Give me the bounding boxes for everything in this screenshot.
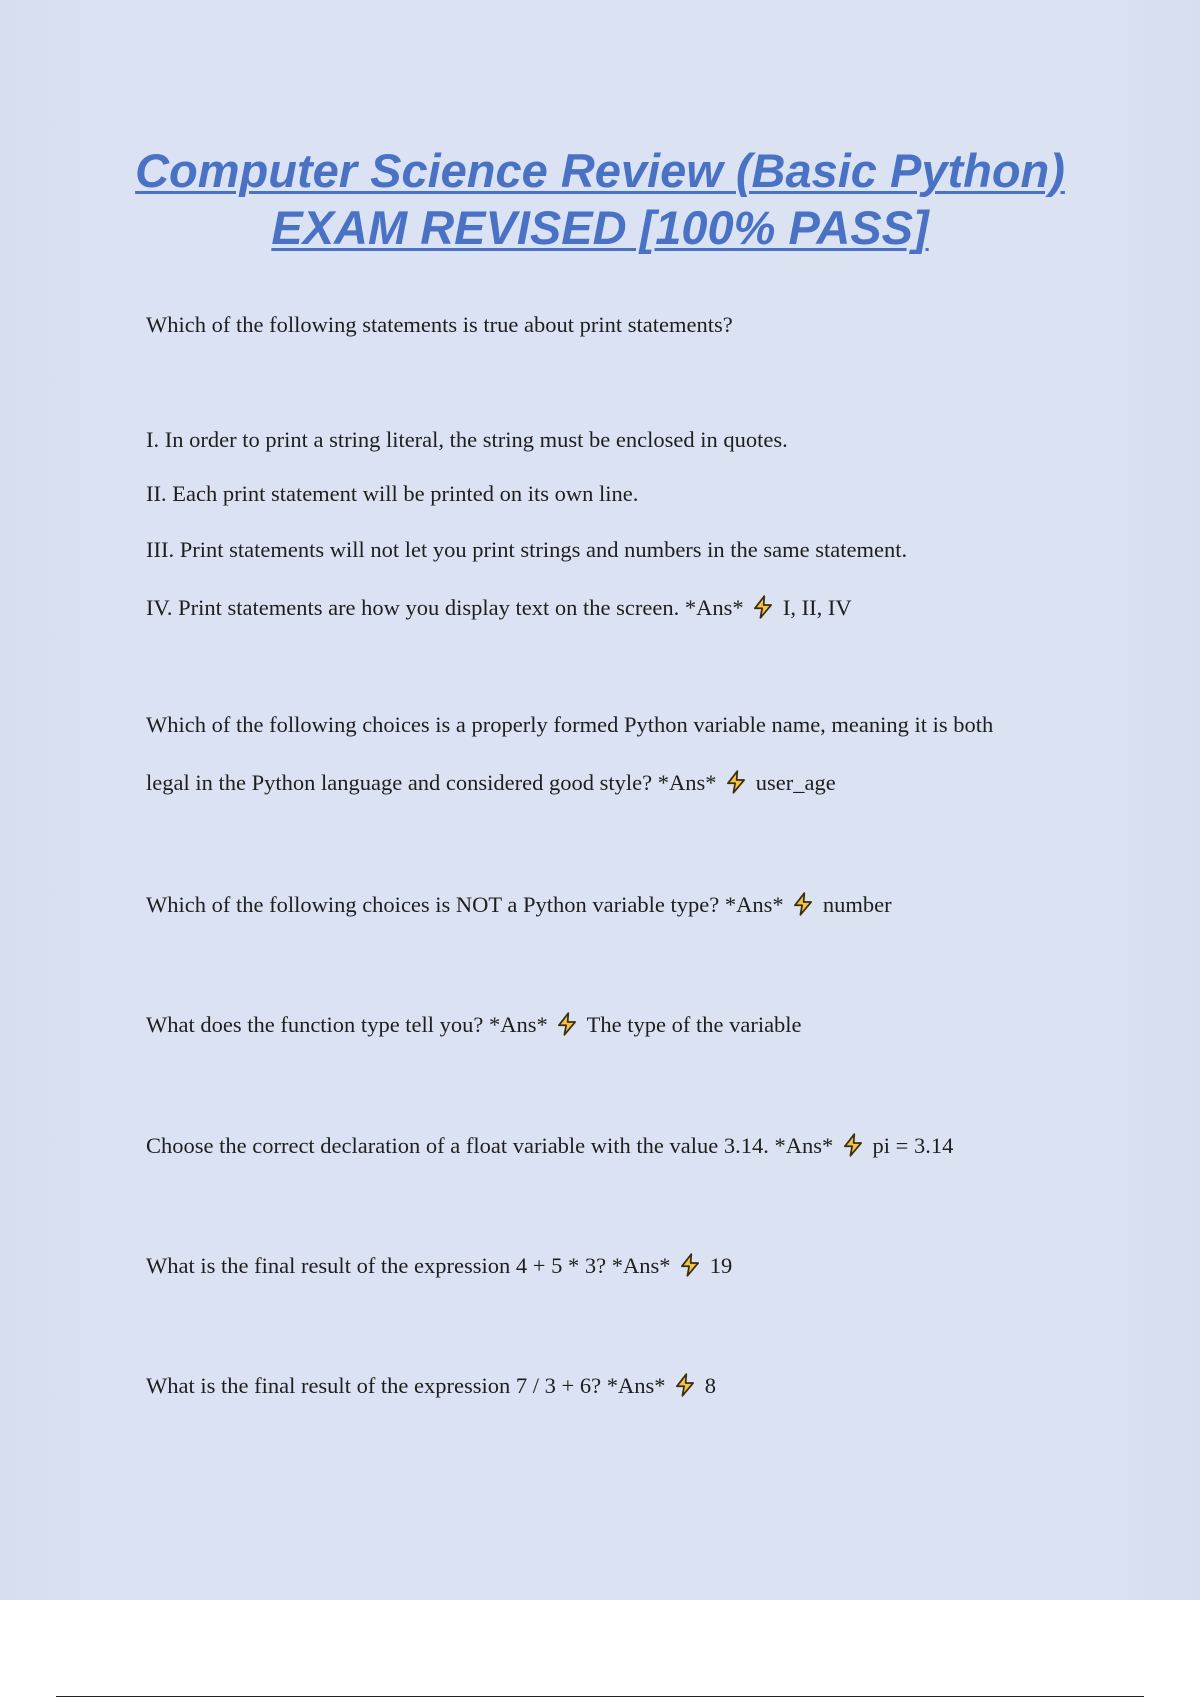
answer-marker: *Ans* <box>611 1253 671 1278</box>
q7-question: What is the final result of the expression 7 / 3 + 6? *Ans* 8 <box>146 1373 716 1398</box>
answer-marker: *Ans* <box>657 770 717 795</box>
answer-marker: *Ans* <box>774 1133 834 1158</box>
q1-option-3: III. Print statements will not let you print strings and numbers in the same statement. <box>146 537 908 562</box>
q1-option-4: IV. Print statements are how you display text on the screen. *Ans* I, II, IV <box>146 595 852 620</box>
q7-answer: 8 <box>704 1373 716 1398</box>
q1-option-1: I. In order to print a string literal, the string must be enclosed in quotes. <box>146 427 788 452</box>
answer-marker: *Ans* <box>684 595 744 620</box>
lightning-bolt-icon <box>665 1373 704 1398</box>
lightning-bolt-icon <box>717 770 756 795</box>
q3-answer: number <box>822 892 892 917</box>
lightning-bolt-icon <box>833 1133 872 1158</box>
document-title: Computer Science Review (Basic Python) EXAM REVISED [100% PASS] <box>135 144 1065 254</box>
q1-option-2: II. Each print statement will be printed on its own line. <box>146 481 639 506</box>
q2-question-line-1: Which of the following choices is a properly formed Python variable name, meaning it is both <box>146 712 994 737</box>
q5-answer: pi = 3.14 <box>872 1133 954 1158</box>
q5-question: Choose the correct declaration of a float variable with the value 3.14. *Ans* pi = 3.14 <box>146 1133 954 1158</box>
lightning-bolt-icon <box>548 1012 587 1037</box>
answer-marker: *Ans* <box>489 1012 548 1037</box>
lightning-bolt-icon <box>670 1253 709 1278</box>
answer-marker: *Ans* <box>606 1373 666 1398</box>
lightning-bolt-icon <box>744 595 783 620</box>
q1-question: Which of the following statements is true about print statements? <box>146 312 733 337</box>
answer-marker: *Ans* <box>724 892 784 917</box>
q2-answer: user_age <box>755 770 836 795</box>
lightning-bolt-icon <box>784 892 823 917</box>
q4-answer: The type of the variable <box>586 1012 802 1037</box>
q1-answer: I, II, IV <box>782 595 852 620</box>
footer-rule <box>56 1696 1144 1697</box>
q6-answer: 19 <box>709 1253 733 1278</box>
q2-question-line-2: legal in the Python language and considered good style? *Ans* user_age <box>146 770 836 795</box>
q3-question: Which of the following choices is NOT a Python variable type? *Ans* number <box>146 892 892 917</box>
q6-question: What is the final result of the expression 4 + 5 * 3? *Ans* 19 <box>146 1253 733 1278</box>
q4-question: What does the function type tell you? *Ans* The type of the variable <box>146 1012 802 1037</box>
